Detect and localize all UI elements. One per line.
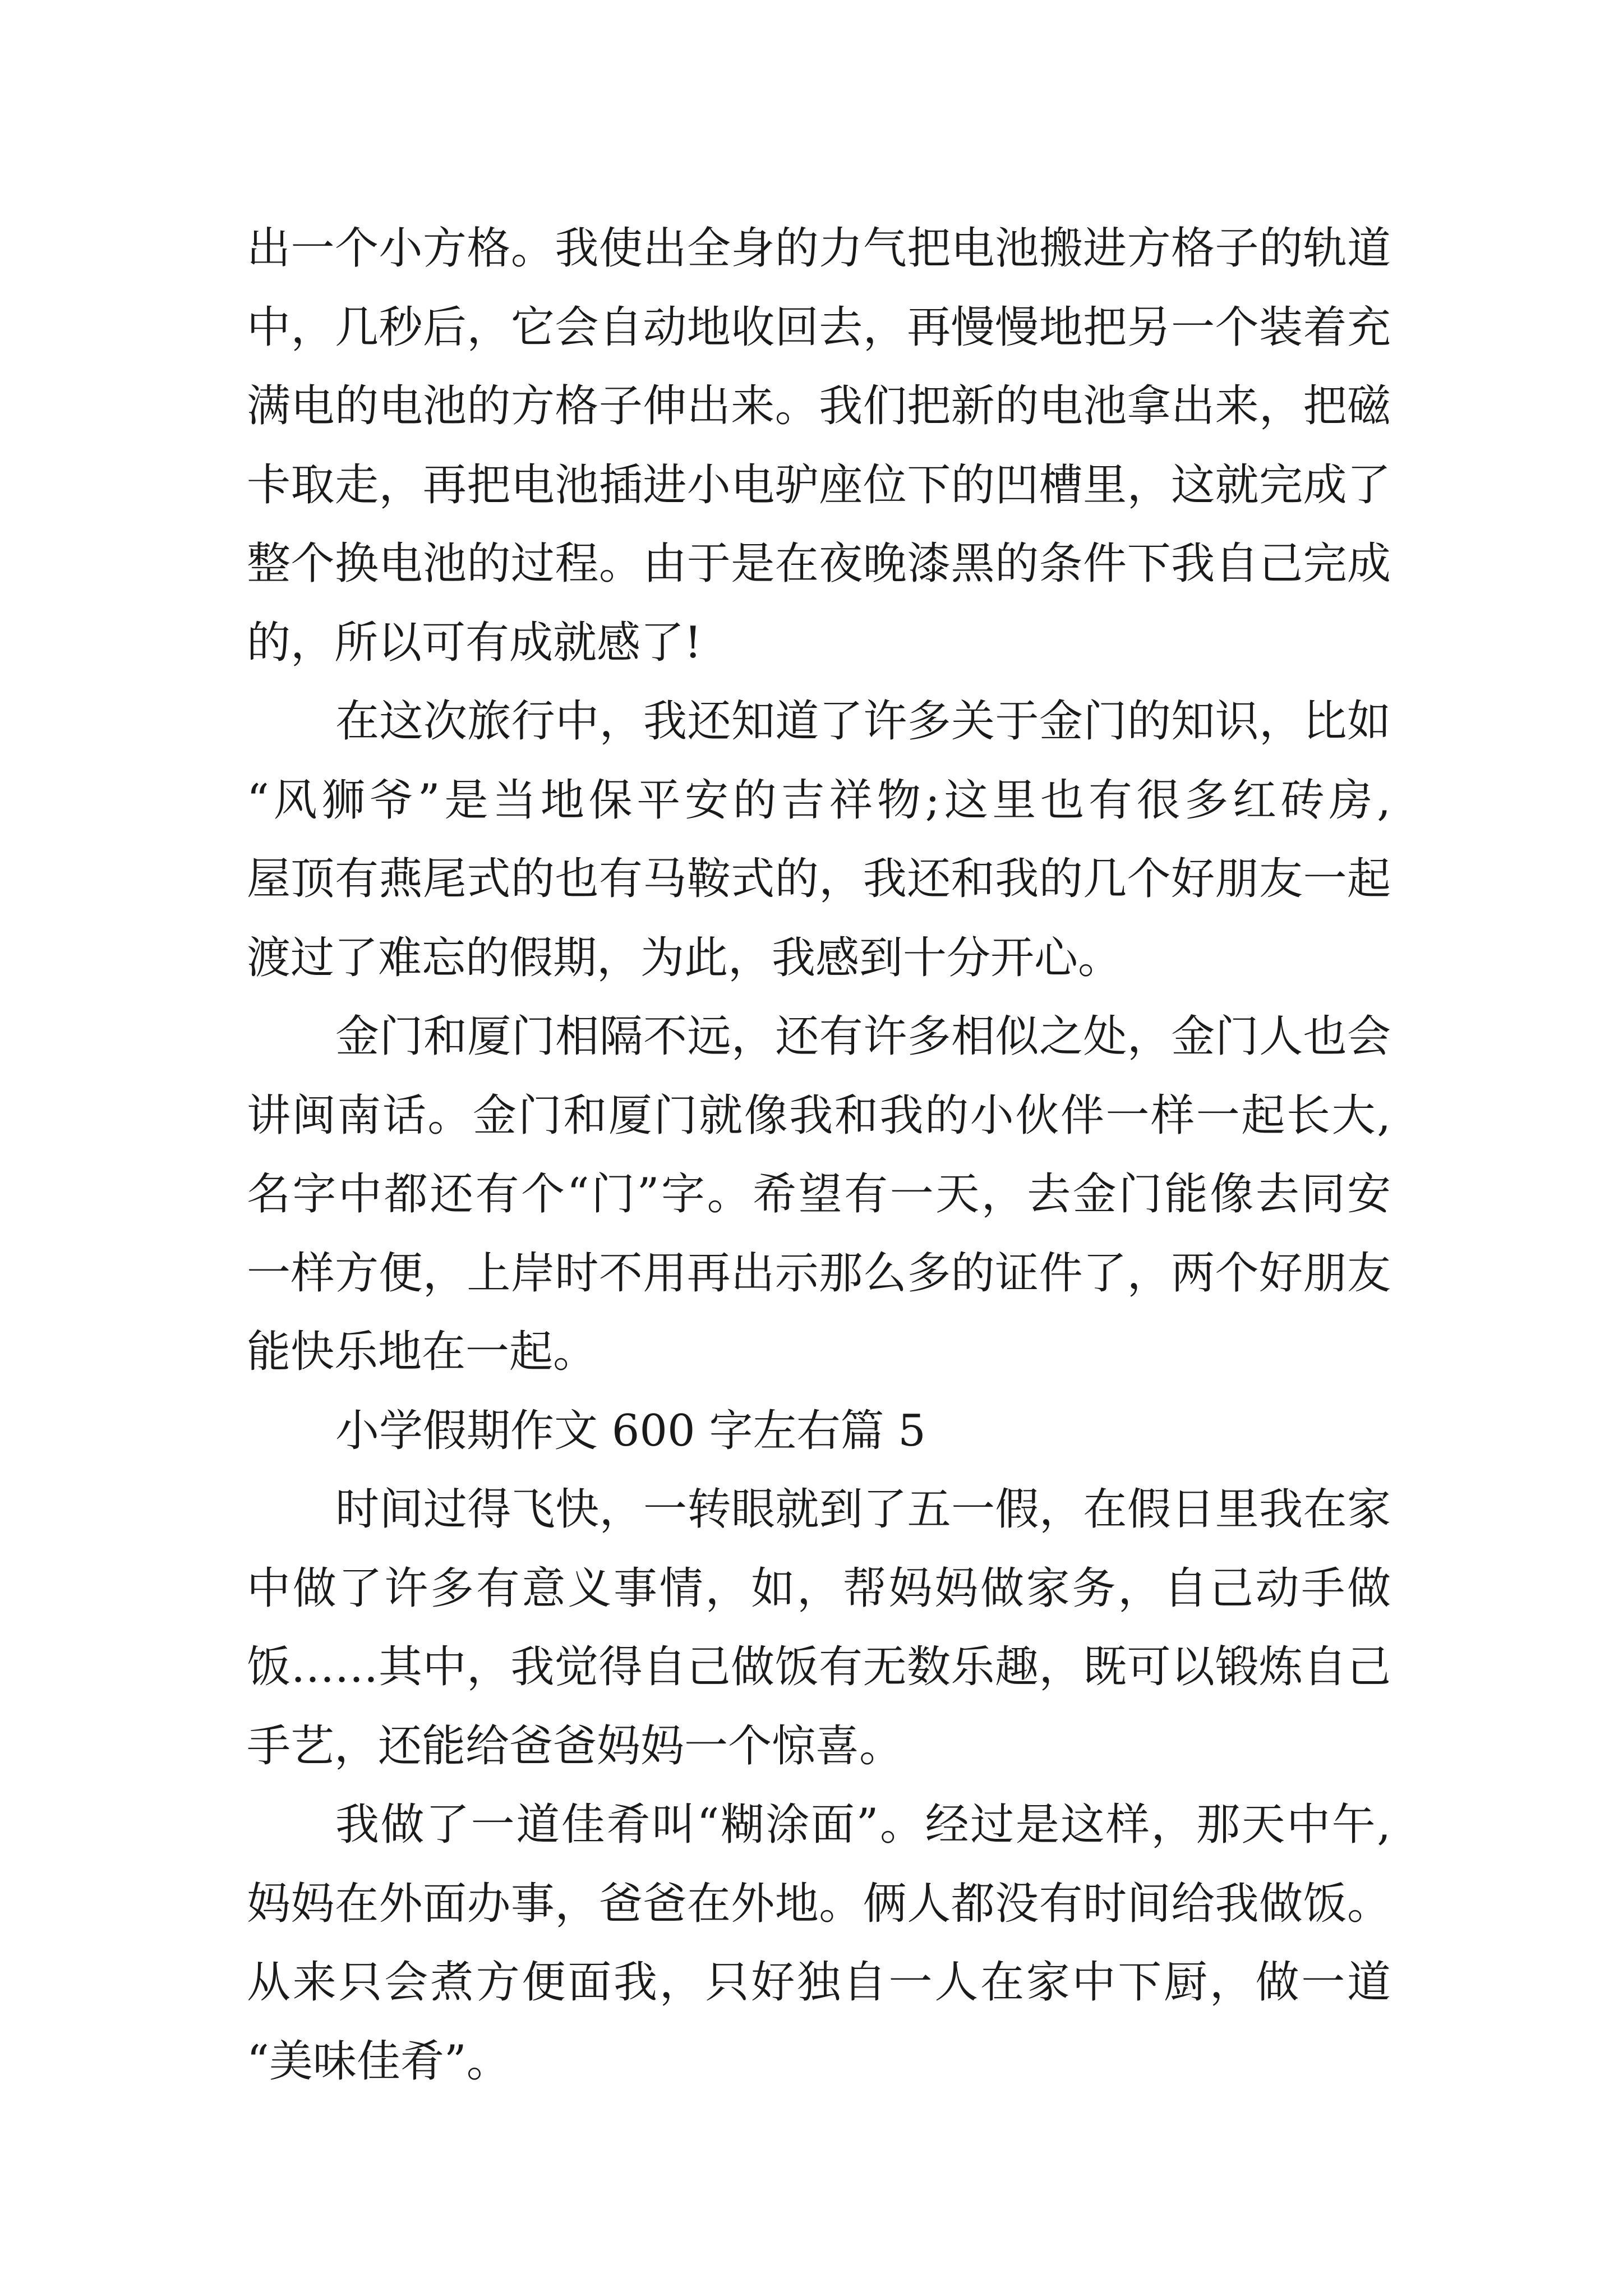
text-line: 屋顶有燕尾式的也有马鞍式的，我还和我的几个好朋友一起 — [247, 854, 1391, 904]
text-line: 时间过得飞快，一转眼就到了五一假，在假日里我在家 — [335, 1484, 1391, 1535]
essay-heading — [247, 1392, 1391, 1471]
text-line: 妈妈在外面办事，爸爸在外地。俩人都没有时间给我做饭。 — [247, 1878, 1391, 1929]
heading-line: 小学假期作文 600 字左右篇 5 — [335, 1405, 926, 1456]
text-line: 饭……其中，我觉得自己做饭有无数乐趣，既可以锻炼自己 — [247, 1642, 1391, 1692]
paragraph-kinmen-xiamen — [247, 997, 1391, 1392]
text-line: 名字中都还有个“门”字。希望有一天，去金门能像去同安 — [247, 1169, 1391, 1220]
text-line: 出一个小方格。我使出全身的力气把电池搬进方格子的轨道 — [247, 223, 1391, 274]
text-line: 我做了一道佳肴叫“糊涂面”。经过是这样，那天中午, — [335, 1800, 1391, 1850]
text-line: 整个换电池的过程。由于是在夜晚漆黑的条件下我自己完成 — [247, 539, 1391, 589]
document-body — [247, 209, 1391, 2101]
text-line: 从来只会煮方便面我，只好独自一人在家中下厨，做一道 — [247, 1957, 1391, 2008]
text-line: 手艺，还能给爸爸妈妈一个惊喜。 — [247, 1720, 903, 1772]
text-line: 的，所以可有成就感了! — [247, 617, 702, 668]
paragraph-cooking — [247, 1786, 1391, 2101]
paragraph-kinmen-knowledge — [247, 682, 1391, 997]
text-line: 金门和厦门相隔不远，还有许多相似之处，金门人也会 — [335, 1011, 1391, 1062]
text-line: 中做了许多有意义事情，如，帮妈妈做家务，自己动手做 — [247, 1563, 1391, 1614]
text-line: 卡取走，再把电池插进小电驴座位下的凹槽里，这就完成了 — [247, 459, 1391, 510]
text-line: 中，几秒后，它会自动地收回去，再慢慢地把另一个装着充 — [247, 302, 1391, 353]
paragraph-may-day — [247, 1470, 1391, 1786]
text-line: 满电的电池的方格子伸出来。我们把新的电池拿出来，把磁 — [247, 381, 1391, 431]
text-line: 能快乐地在一起。 — [247, 1327, 597, 1377]
text-line: “美味佳肴”。 — [247, 2036, 510, 2087]
text-line: 在这次旅行中，我还知道了许多关于金门的知识，比如 — [335, 696, 1391, 747]
paragraph-battery-swap — [247, 209, 1391, 682]
text-line: 一样方便，上岸时不用再出示那么多的证件了，两个好朋友 — [247, 1248, 1391, 1299]
text-line: 渡过了难忘的假期，为此，我感到十分开心。 — [247, 932, 1122, 983]
text-line: “风狮爷”是当地保平安的吉祥物;这里也有很多红砖房, — [247, 775, 1391, 826]
text-line: 讲闽南话。金门和厦门就像我和我的小伙伴一样一起长大, — [247, 1090, 1391, 1141]
